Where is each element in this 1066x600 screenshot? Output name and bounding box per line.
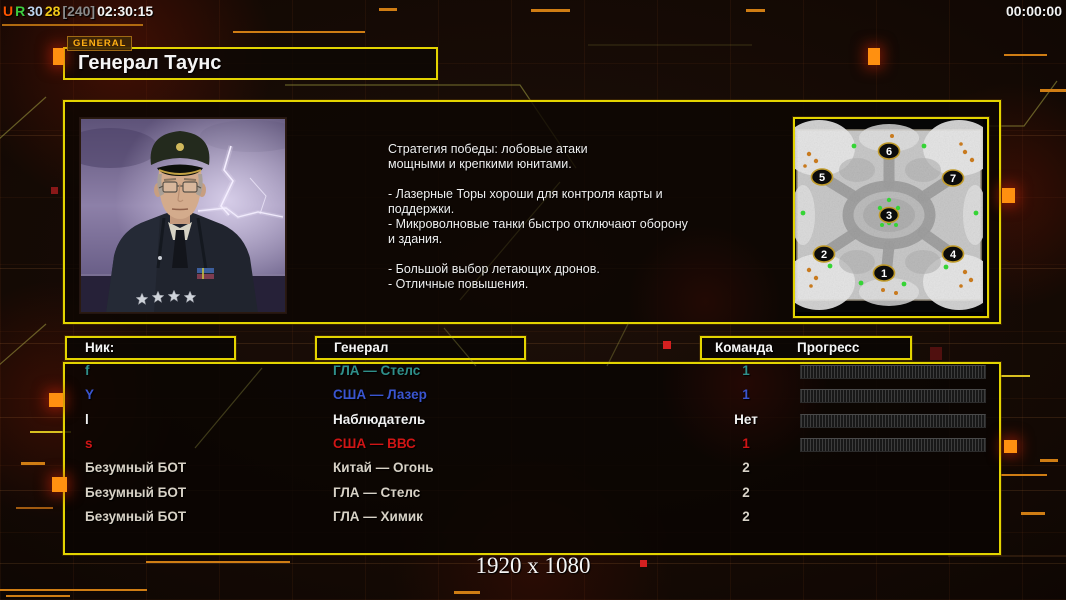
decor-dash bbox=[1000, 474, 1047, 476]
game-timer: 00:00:00 bbox=[1005, 3, 1062, 19]
status-underline bbox=[2, 24, 143, 26]
strategy-line bbox=[388, 172, 728, 187]
player-nick: Безумный БОТ bbox=[85, 485, 187, 500]
player-nick: Y bbox=[85, 387, 95, 402]
player-team: 1 bbox=[742, 436, 750, 451]
player-table bbox=[63, 362, 1001, 555]
decor-square-red bbox=[663, 341, 671, 349]
perf-value-2: 28 bbox=[44, 3, 61, 19]
decor-square bbox=[49, 393, 63, 407]
perf-r: R bbox=[15, 3, 26, 19]
perf-u: U bbox=[3, 3, 14, 19]
strategy-line bbox=[388, 247, 728, 262]
table-row bbox=[65, 505, 995, 529]
player-general: ГЛА — Стелс bbox=[333, 363, 421, 378]
decor-dash bbox=[233, 31, 365, 33]
resolution-label: 1920 x 1080 bbox=[475, 553, 591, 578]
start-position-7: 7 bbox=[949, 173, 957, 185]
start-position-3: 3 bbox=[885, 210, 893, 222]
player-team: 1 bbox=[742, 363, 750, 378]
strategy-line: Стратегия победы: лобовые атаки bbox=[388, 142, 588, 156]
decor-square bbox=[868, 48, 880, 65]
strategy-line: и здания. bbox=[388, 232, 443, 246]
column-header-nick: Ник: bbox=[65, 336, 236, 360]
player-nick: Безумный БОТ bbox=[85, 509, 187, 524]
player-nick: Безумный БОТ bbox=[85, 460, 187, 475]
column-header-progress: Прогресс bbox=[797, 340, 860, 355]
start-position-2: 2 bbox=[820, 249, 828, 261]
decor-dash bbox=[1021, 512, 1045, 515]
strategy-line: поддержки. bbox=[388, 202, 455, 216]
player-nick: l bbox=[85, 412, 89, 427]
strategy-text bbox=[388, 142, 728, 292]
strategy-line: - Микроволновые танки быстро отключают оборону bbox=[388, 217, 688, 231]
strategy-line: мощными и крепкими юнитами. bbox=[388, 157, 572, 171]
decor-square bbox=[1002, 188, 1015, 203]
player-nick: s bbox=[85, 436, 93, 451]
perf-value-3: [240] bbox=[62, 3, 96, 19]
strategy-line: - Большой выбор летающих дронов. bbox=[388, 262, 600, 276]
perf-overlay bbox=[3, 3, 155, 19]
general-portrait-image bbox=[80, 118, 286, 313]
table-row bbox=[65, 359, 995, 383]
table-row bbox=[65, 408, 995, 432]
column-header-team-progress bbox=[700, 336, 912, 360]
player-team: 2 bbox=[742, 460, 750, 475]
decor-dash bbox=[746, 9, 765, 12]
start-position-4: 4 bbox=[949, 249, 957, 261]
decor-dash bbox=[16, 507, 53, 509]
start-position-1: 1 bbox=[880, 268, 888, 280]
table-row bbox=[65, 481, 995, 505]
minimap-image bbox=[795, 119, 983, 312]
player-general: Китай — Огонь bbox=[333, 460, 434, 475]
player-general: Наблюдатель bbox=[333, 412, 426, 427]
table-row bbox=[65, 383, 995, 407]
decor-square bbox=[53, 48, 64, 65]
start-position-5: 5 bbox=[818, 172, 826, 184]
decor-square bbox=[1004, 440, 1017, 453]
player-general: ГЛА — Химик bbox=[333, 509, 423, 524]
decor-dash bbox=[1004, 54, 1047, 56]
player-nick: f bbox=[85, 363, 90, 378]
decor-square bbox=[52, 477, 67, 492]
decor-dash bbox=[999, 375, 1030, 377]
player-general: США — Лазер bbox=[333, 387, 427, 402]
player-team: 1 bbox=[742, 387, 750, 402]
general-portrait bbox=[80, 118, 286, 313]
table-row bbox=[65, 432, 995, 456]
start-position-6: 6 bbox=[885, 146, 893, 158]
page-title: Генерал Таунс bbox=[63, 47, 438, 80]
progress-bar bbox=[800, 438, 986, 452]
general-tab-label: GENERAL bbox=[67, 36, 132, 51]
decor-dash bbox=[6, 595, 70, 597]
column-header-general: Генерал bbox=[315, 336, 526, 360]
progress-bar bbox=[800, 365, 986, 379]
decor-dash bbox=[1040, 459, 1058, 462]
map-preview bbox=[793, 117, 989, 318]
decor-square-red bbox=[930, 347, 942, 360]
decor-dash bbox=[0, 589, 147, 591]
strategy-line: - Отличные повышения. bbox=[388, 277, 529, 291]
player-general: ГЛА — Стелс bbox=[333, 485, 421, 500]
column-header-team: Команда bbox=[715, 340, 773, 355]
decor-square-red bbox=[51, 187, 58, 194]
player-team: Нет bbox=[734, 412, 758, 427]
perf-clock: 02:30:15 bbox=[97, 3, 154, 19]
progress-bar bbox=[800, 414, 986, 428]
player-general: США — ВВС bbox=[333, 436, 416, 451]
decor-dash bbox=[21, 462, 45, 465]
decor-dash bbox=[379, 8, 397, 11]
player-team: 2 bbox=[742, 509, 750, 524]
progress-bar bbox=[800, 389, 986, 403]
perf-value-1: 30 bbox=[27, 3, 43, 19]
decor-dash bbox=[454, 591, 480, 594]
player-team: 2 bbox=[742, 485, 750, 500]
strategy-line: - Лазерные Торы хороши для контроля карты и bbox=[388, 187, 663, 201]
table-row bbox=[65, 456, 995, 480]
decor-dash bbox=[1040, 89, 1066, 92]
decor-dash bbox=[531, 9, 570, 12]
